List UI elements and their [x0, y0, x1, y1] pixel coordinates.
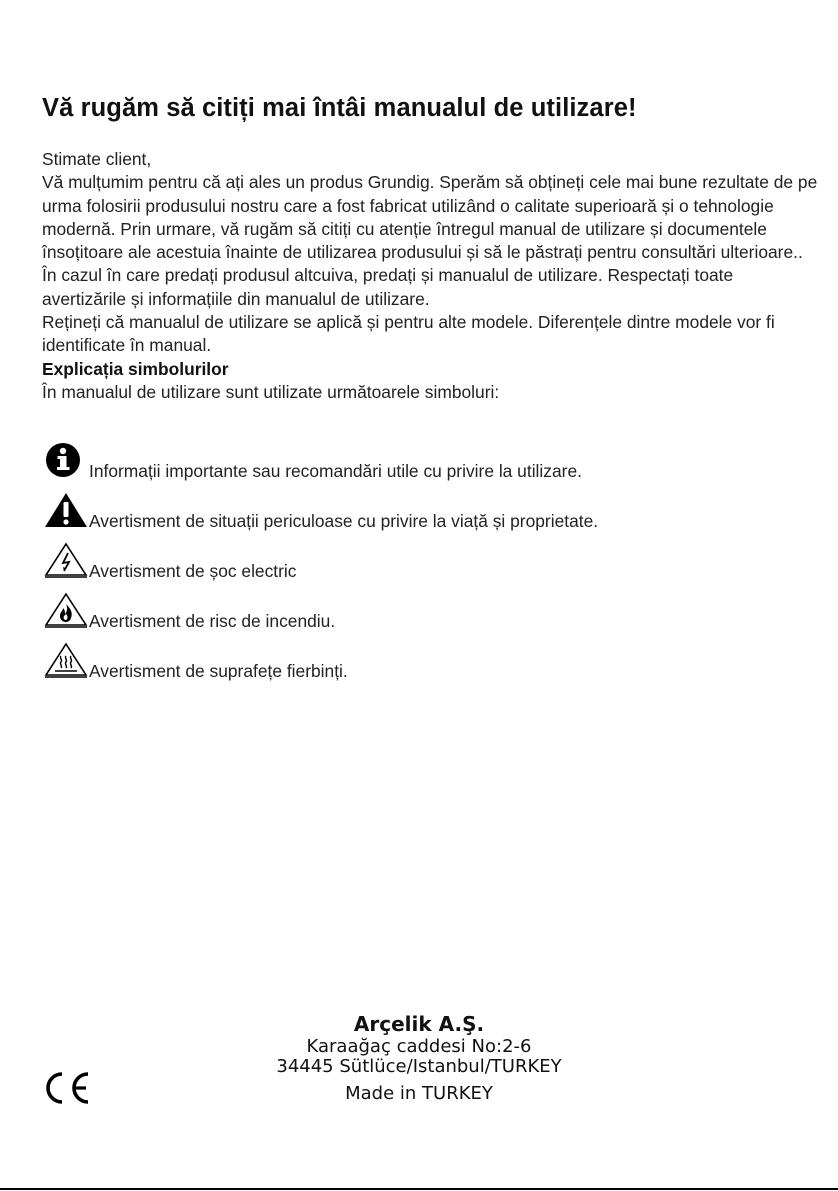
symbol-text: Avertisment de suprafețe fierbinți.	[89, 661, 348, 681]
bottom-rule	[0, 1188, 838, 1190]
info-icon	[44, 442, 86, 478]
warning-icon	[44, 492, 88, 528]
symbol-row-hot-surface	[44, 642, 804, 682]
footer-origin: Made in TURKEY	[345, 1083, 493, 1104]
symbols-section-title: Explicația simbolurilor	[42, 358, 229, 379]
symbol-row-electric	[44, 542, 804, 582]
ce-mark-icon	[40, 1070, 96, 1106]
hot-surface-icon	[44, 642, 88, 678]
footer-address-line1: Karaağaç caddesi No:2-6	[306, 1036, 532, 1057]
symbol-text: Informații importante sau recomandări utile cu privire la utilizare.	[89, 461, 582, 481]
symbols-lead: În manualul de utilizare sunt utilizate următoarele simboluri:	[42, 381, 500, 402]
footer-company: Arçelik A.Ş.	[353, 1012, 485, 1036]
symbol-row-fire	[44, 592, 804, 632]
greeting: Stimate client,	[42, 149, 152, 169]
page-title: Vă rugăm să citiți mai întâi manualul de utilizare!	[42, 94, 637, 122]
models-note: Rețineți că manualul de utilizare se aplică și pentru alte modele. Diferențele dintre modele vor fi identificate în manual.	[42, 312, 775, 356]
intro-body	[42, 148, 822, 404]
intro-paragraph: Vă mulțumim pentru că ați ales un produs Grundig. Sperăm să obțineți cele mai bune rezultate de pe urma folosirii produsului nostru care a fost fabricat utilizând o calitate superioară și o tehnologie modernă. Prin urmare, vă rugăm să citiți cu atenție întregul manual de utilizare și documentele însoțitoare ale acestuia înainte de utilizarea produsului și să le păstrați pentru consultări ulterioare.. În cazul în care predați produsul altcuiva, predați și manualul de utilizare. Respectați toate avertizările și informațiile din manualul de utilizare.	[42, 172, 818, 309]
symbol-row-warning	[44, 492, 804, 532]
fire-icon	[44, 592, 88, 628]
symbol-text: Avertisment de situații periculoase cu privire la viață și proprietate.	[89, 511, 599, 531]
footer-address-line2: 34445 Sütlüce/Istanbul/TURKEY	[276, 1056, 562, 1077]
symbol-text: Avertisment de risc de incendiu.	[89, 611, 336, 631]
symbol-text: Avertisment de șoc electric	[89, 561, 297, 581]
electric-shock-icon	[44, 542, 88, 578]
symbol-row-info	[44, 442, 804, 482]
